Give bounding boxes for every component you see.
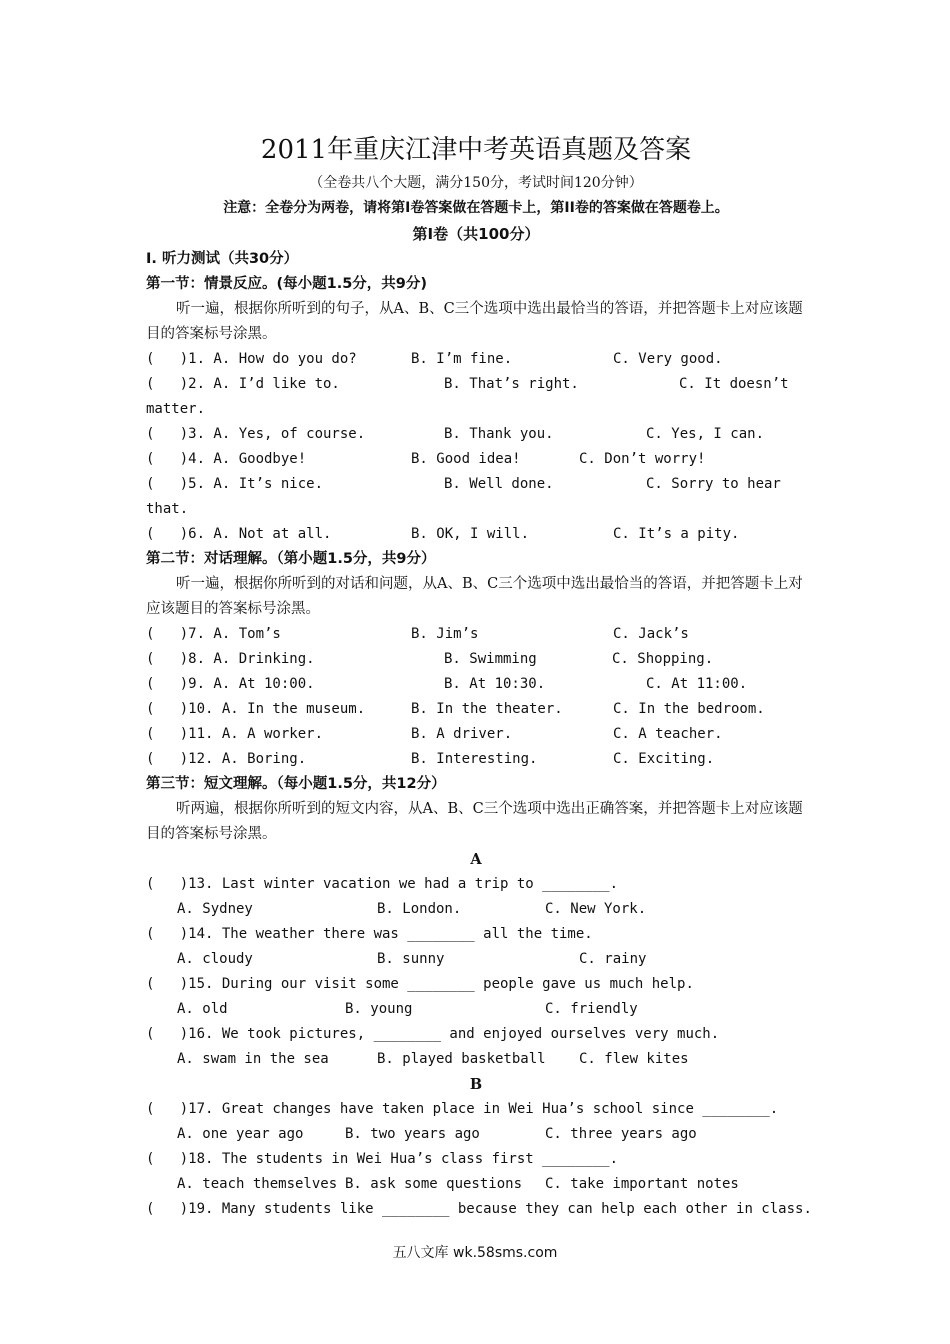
option-a: ( )9. A. At 10:00.	[146, 676, 315, 692]
question-stem: ( )15. During our visit some ________ people gave us much help.	[146, 976, 694, 992]
option-c: C. It doesn’t matter.	[146, 376, 789, 417]
option-b: B. young	[345, 1001, 413, 1017]
option-a: ( )8. A. Drinking.	[146, 651, 315, 667]
question-row	[146, 372, 806, 422]
option-b: B. London.	[377, 901, 462, 917]
option-c: C. Very good.	[613, 351, 723, 367]
option-c: C. flew kites	[579, 1051, 689, 1067]
option-a: A. teach themselves	[177, 1176, 338, 1192]
question-row	[146, 697, 806, 722]
exam-page	[146, 130, 812, 1222]
option-c: C. Don’t worry!	[579, 451, 706, 467]
question-row	[146, 472, 806, 522]
question-stem: ( )13. Last winter vacation we had a trip to ________.	[146, 876, 619, 892]
option-a: A. cloudy	[177, 951, 253, 967]
page-subtitle: （全卷共八个大题，满分150分，考试时间120分钟）	[309, 175, 643, 191]
options-row	[146, 947, 806, 972]
option-b: B. Jim’s	[411, 626, 479, 642]
option-a: ( )10. A. In the museum.	[146, 701, 366, 717]
option-b: B. sunny	[377, 951, 445, 967]
question-row	[146, 347, 806, 372]
question-row	[146, 647, 806, 672]
option-c: C. rainy	[579, 951, 647, 967]
option-b: B. In the theater.	[411, 701, 563, 717]
option-b: B. A driver.	[411, 726, 513, 742]
option-a: ( )12. A. Boring.	[146, 751, 307, 767]
question-row	[146, 422, 806, 447]
option-c: C. friendly	[545, 1001, 638, 1017]
option-a: ( )7. A. Tom’s	[146, 626, 281, 642]
option-b: B. OK, I will.	[411, 526, 530, 542]
question-row	[146, 722, 806, 747]
passage-label: B	[469, 1076, 483, 1093]
option-c: C. Jack’s	[613, 626, 689, 642]
question-stem: ( )16. We took pictures, ________ and enjoyed ourselves very much.	[146, 1026, 720, 1042]
option-b: B. Good idea!	[411, 451, 521, 467]
option-c: C. In the bedroom.	[613, 701, 765, 717]
option-b: B. That’s right.	[444, 376, 579, 392]
question-row	[146, 447, 806, 472]
question-stem: ( )17. Great changes have taken place in Wei Hua’s school since ________.	[146, 1101, 779, 1117]
option-c: C. Exciting.	[613, 751, 715, 767]
question-stem: ( )2. A. I’d like to.	[146, 376, 340, 392]
question-stem: ( )3. A. Yes, of course.	[146, 426, 366, 442]
question-row	[146, 622, 806, 647]
notice: 注意：全卷分为两卷，请将第I卷答案做在答题卡上，第II卷的答案做在答题卷上。	[223, 200, 729, 216]
part-heading: 第I卷（共100分）	[412, 225, 540, 243]
major-heading: I. 听力测试（共30分）	[146, 251, 299, 267]
options-row	[146, 1122, 806, 1147]
section-title: 第三节：短文理解。（每小题1.5分，共12分）	[146, 776, 446, 792]
section-title: 第二节：对话理解。（第小题1.5分，共9分）	[146, 551, 436, 567]
options-row	[146, 897, 806, 922]
option-a: A. swam in the sea	[177, 1051, 329, 1067]
question-stem: ( )6. A. Not at all.	[146, 526, 332, 542]
option-b: B. I’m fine.	[411, 351, 513, 367]
option-c: C. three years ago	[545, 1126, 697, 1142]
option-c: C. It’s a pity.	[613, 526, 740, 542]
option-b: B. two years ago	[345, 1126, 480, 1142]
option-a: ( )11. A. A worker.	[146, 726, 324, 742]
section-instructions: 听一遍，根据你所听到的句子，从A、B、C三个选项中选出最恰当的答语，并把答题卡上对应该题目的答案标号涂黑。	[146, 301, 803, 342]
option-b: B. played basketball	[377, 1051, 546, 1067]
passage-label: A	[470, 851, 482, 868]
option-c: C. A teacher.	[613, 726, 723, 742]
options-row	[146, 1047, 806, 1072]
option-b: B. Thank you.	[444, 426, 554, 442]
question-row	[146, 747, 806, 772]
option-b: B. ask some questions	[345, 1176, 523, 1192]
question-stem: ( )14. The weather there was ________ all the time.	[146, 926, 593, 942]
question-stem: ( )4. A. Goodbye!	[146, 451, 307, 467]
option-a: A. Sydney	[177, 901, 253, 917]
option-a: A. one year ago	[177, 1126, 304, 1142]
section-title: 第一节：情景反应。(每小题1.5分，共9分)	[146, 276, 428, 292]
footer-watermark: 五八文库 wk.58sms.com	[392, 1245, 558, 1261]
page-title: 2011年重庆江津中考英语真题及答案	[260, 135, 692, 165]
section-instructions: 听一遍，根据你所听到的对话和问题，从A、B、C三个选项中选出最恰当的答语，并把答题卡上对应该题目的答案标号涂黑。	[146, 576, 803, 617]
option-b: B. Swimming	[444, 651, 537, 667]
option-c: C. Shopping.	[612, 651, 714, 667]
option-c: C. take important notes	[545, 1176, 739, 1192]
option-c: C. Sorry to hear that.	[146, 476, 781, 517]
option-c: C. New York.	[545, 901, 647, 917]
question-stem: ( )19. Many students like ________ because they can help each other in class.	[146, 1201, 812, 1217]
section-instructions: 听两遍，根据你所听到的短文内容，从A、B、C三个选项中选出正确答案，并把答题卡上对应该题目的答案标号涂黑。	[146, 801, 803, 842]
option-b: B. Interesting.	[411, 751, 538, 767]
option-b: B. At 10:30.	[444, 676, 546, 692]
option-c: C. Yes, I can.	[646, 426, 765, 442]
option-a: A. old	[177, 1001, 228, 1017]
question-row	[146, 672, 806, 697]
question-stem: ( )18. The students in Wei Hua’s class first ________.	[146, 1151, 619, 1167]
question-row	[146, 522, 806, 547]
option-c: C. At 11:00.	[646, 676, 748, 692]
options-row	[146, 1172, 806, 1197]
option-b: B. Well done.	[444, 476, 554, 492]
question-stem: ( )5. A. It’s nice.	[146, 476, 324, 492]
options-row	[146, 997, 806, 1022]
question-stem: ( )1. A. How do you do?	[146, 351, 357, 367]
